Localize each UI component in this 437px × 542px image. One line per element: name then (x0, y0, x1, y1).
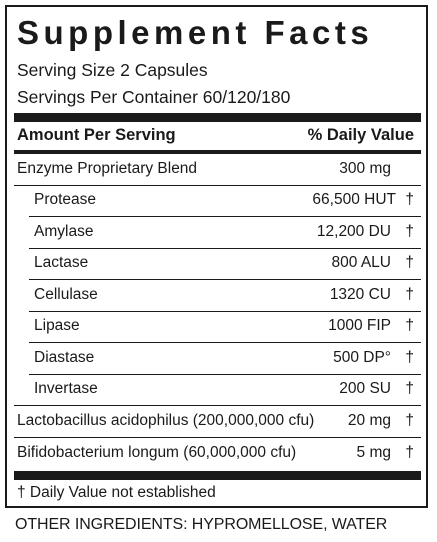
table-row (7, 374, 426, 405)
ingredient-name: Enzyme Proprietary Blend (17, 160, 198, 177)
daily-value-dagger: † (405, 191, 414, 208)
ingredient-amount: 1320 CU (329, 286, 391, 303)
daily-value-dagger: † (405, 380, 414, 397)
ingredient-amount: 1000 FIP (328, 317, 391, 334)
ingredient-amount: 66,500 HUT (312, 191, 396, 208)
daily-value-dagger: † (405, 286, 414, 303)
daily-value-label: % Daily Value (307, 126, 414, 144)
servings-per-container: Servings Per Container 60/120/180 (17, 87, 291, 107)
table-row (7, 343, 426, 374)
table-row (7, 406, 426, 437)
table-row (7, 248, 426, 279)
serving-size: Serving Size 2 Capsules (17, 60, 208, 80)
panel-title: Supplement Facts (17, 14, 374, 51)
ingredient-name: Lactase (34, 254, 89, 271)
ingredient-amount: 300 mg (339, 160, 391, 177)
ingredient-amount: 12,200 DU (316, 223, 391, 240)
ingredient-name: Protease (34, 191, 97, 208)
table-row (7, 438, 426, 469)
ingredient-name: Lipase (34, 317, 80, 334)
thick-divider-top (14, 113, 421, 122)
ingredient-amount: 200 SU (339, 380, 391, 397)
table-row (7, 217, 426, 248)
footnote: † Daily Value not established (17, 484, 216, 501)
ingredient-name: Bifidobacterium longum (60,000,000 cfu) (17, 444, 297, 461)
ingredient-amount: 500 DP° (333, 349, 391, 366)
ingredient-name: Invertase (34, 380, 98, 397)
ingredient-amount: 5 mg (356, 444, 391, 461)
ingredient-name: Amylase (34, 223, 94, 240)
table-row (7, 311, 426, 342)
daily-value-dagger: † (405, 317, 414, 334)
ingredient-name: Lactobacillus acidophilus (200,000,000 cfu) (17, 412, 315, 429)
table-row (7, 280, 426, 311)
table-row (7, 154, 426, 185)
other-ingredients: OTHER INGREDIENTS: HYPROMELLOSE, WATER (15, 516, 388, 533)
ingredient-name: Cellulase (34, 286, 98, 303)
table-header (7, 123, 426, 150)
ingredient-amount: 20 mg (347, 412, 391, 429)
amount-per-serving-label: Amount Per Serving (17, 126, 176, 144)
daily-value-dagger: † (405, 444, 414, 461)
daily-value-dagger: † (405, 223, 414, 240)
ingredient-amount: 800 ALU (331, 254, 391, 271)
daily-value-dagger: † (405, 349, 414, 366)
supplement-facts-panel (5, 5, 428, 508)
table-row (7, 185, 426, 216)
ingredient-name: Diastase (34, 349, 95, 366)
daily-value-dagger: † (405, 254, 414, 271)
thick-divider-bottom (14, 471, 421, 480)
daily-value-dagger: † (405, 412, 414, 429)
